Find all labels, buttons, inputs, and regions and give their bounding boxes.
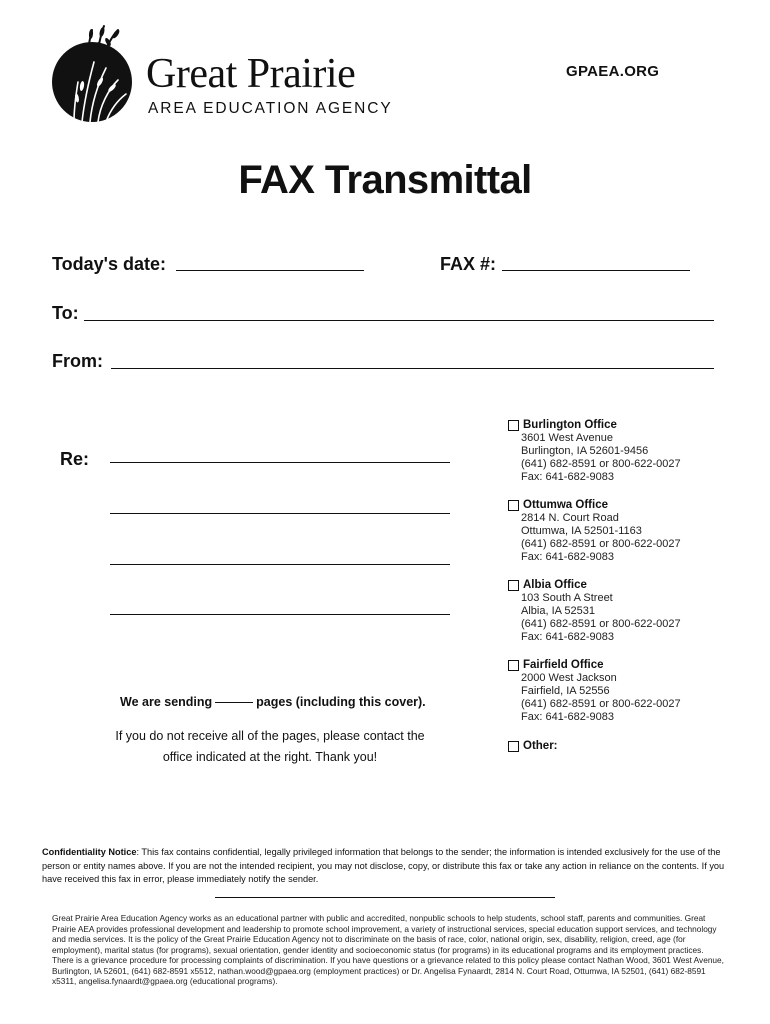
office-other	[508, 740, 558, 753]
office-name: Burlington Office	[523, 419, 617, 431]
office-albia	[508, 579, 681, 644]
website-link[interactable]: GPAEA.ORG	[566, 63, 660, 80]
re-label: Re:	[60, 449, 90, 469]
logo-wordmark: Great Prairie	[146, 51, 356, 97]
office-phone: (641) 682-8591 or 800-622-0027	[521, 538, 681, 550]
office-name: Ottumwa Office	[523, 499, 608, 511]
office-city: Albia, IA 52531	[521, 605, 596, 617]
office-city: Ottumwa, IA 52501-1163	[521, 525, 642, 537]
office-phone: (641) 682-8591 or 800-622-0027	[521, 458, 681, 470]
re-field-line[interactable]	[110, 564, 450, 565]
nondiscrimination-footer: Great Prairie Area Education Agency works as an educational partner with public and accredited, nonpublic schools to help students, school staff, parents and communities. Great Prairie AEA provides professional development and leadership to promote school improvement, a variety of instructional services, special education support services, and technology and media services. It is the policy of the Great Prairie Education Agency not to discriminate on the basis of race, color, national origin, sex, disability, religion, creed, age (for employment), marital status (for programs), sexual orientation, gender identity and socioeconomic status (for programs) in its educational programs and its employment practices. There is a grievance procedure for processing complaints of discrimination. If you have questions or a grievance related to this policy please contact Nathan Wood, 3601 West Avenue, Burlington, IA 52601, (641) 682-8591 x5512, nathan.wood@gpaea.org (employment practices) or Dr. Angelisa Fynaardt, 2814 N. Court Road, Ottumwa, IA 52501, (641) 682-8591 x5311, angelisa.fynaardt@gpaea.org (educational programs).	[52, 913, 724, 986]
office-checkbox[interactable]	[508, 660, 519, 671]
re-field-line[interactable]	[110, 513, 450, 514]
office-address: 2814 N. Court Road	[521, 512, 619, 524]
office-ottumwa	[508, 499, 681, 564]
great-prairie-logo-icon	[52, 24, 138, 128]
office-city: Burlington, IA 52601-9456	[521, 445, 649, 457]
contact-note-line: If you do not receive all of the pages, please contact the	[115, 729, 425, 743]
office-phone: (641) 682-8591 or 800-622-0027	[521, 698, 681, 710]
fax-number-field[interactable]	[502, 270, 690, 271]
office-fax: Fax: 641-682-9083	[521, 631, 614, 643]
re-field-line[interactable]	[110, 614, 450, 615]
to-field[interactable]	[84, 320, 714, 321]
office-fax: Fax: 641-682-9083	[521, 551, 614, 563]
confidentiality-text: : This fax contains confidential, legally privileged information that belongs to the sender; the information is intended exclusively for the use of the person or entity names above. If you are not the intended recipient, you may not disclose, copy, or distribute this fax or take any action in reliance on the contents. If you have received this fax in error, please immediately notify the sender.	[42, 847, 725, 884]
pages-note	[120, 694, 426, 710]
to-label: To:	[52, 303, 79, 323]
pages-count-field[interactable]	[215, 702, 253, 703]
contact-note-line: office indicated at the right. Thank you!	[162, 750, 378, 764]
date-label: Today's date:	[52, 254, 166, 274]
fax-number-label: FAX #:	[440, 254, 497, 274]
office-fax: Fax: 641-682-9083	[521, 471, 614, 483]
contact-note	[96, 726, 444, 768]
confidentiality-label: Confidentiality Notice	[42, 847, 137, 857]
from-label: From:	[52, 351, 103, 371]
re-field-line[interactable]	[110, 462, 450, 463]
from-field[interactable]	[111, 368, 714, 369]
date-field[interactable]	[176, 270, 364, 271]
office-address: 2000 West Jackson	[521, 672, 617, 684]
office-burlington	[508, 419, 681, 484]
page-title: FAX Transmittal	[238, 158, 532, 202]
confidentiality-notice	[42, 846, 732, 887]
office-checkbox[interactable]	[508, 580, 519, 591]
office-fax: Fax: 641-682-9083	[521, 711, 614, 723]
office-address: 3601 West Avenue	[521, 432, 613, 444]
pages-note-prefix: We are sending	[120, 695, 213, 709]
office-checkbox[interactable]	[508, 420, 519, 431]
office-name: Albia Office	[523, 579, 587, 591]
office-name: Fairfield Office	[523, 659, 604, 671]
office-phone: (641) 682-8591 or 800-622-0027	[521, 618, 681, 630]
office-city: Fairfield, IA 52556	[521, 685, 610, 697]
office-checkbox[interactable]	[508, 500, 519, 511]
office-fairfield	[508, 659, 681, 724]
divider	[215, 897, 555, 898]
office-name: Other:	[523, 740, 558, 752]
logo-subtitle: AREA EDUCATION AGENCY	[148, 100, 393, 117]
office-checkbox[interactable]	[508, 741, 519, 752]
pages-note-suffix: pages (including this cover).	[256, 695, 426, 709]
office-address: 103 South A Street	[521, 592, 613, 604]
